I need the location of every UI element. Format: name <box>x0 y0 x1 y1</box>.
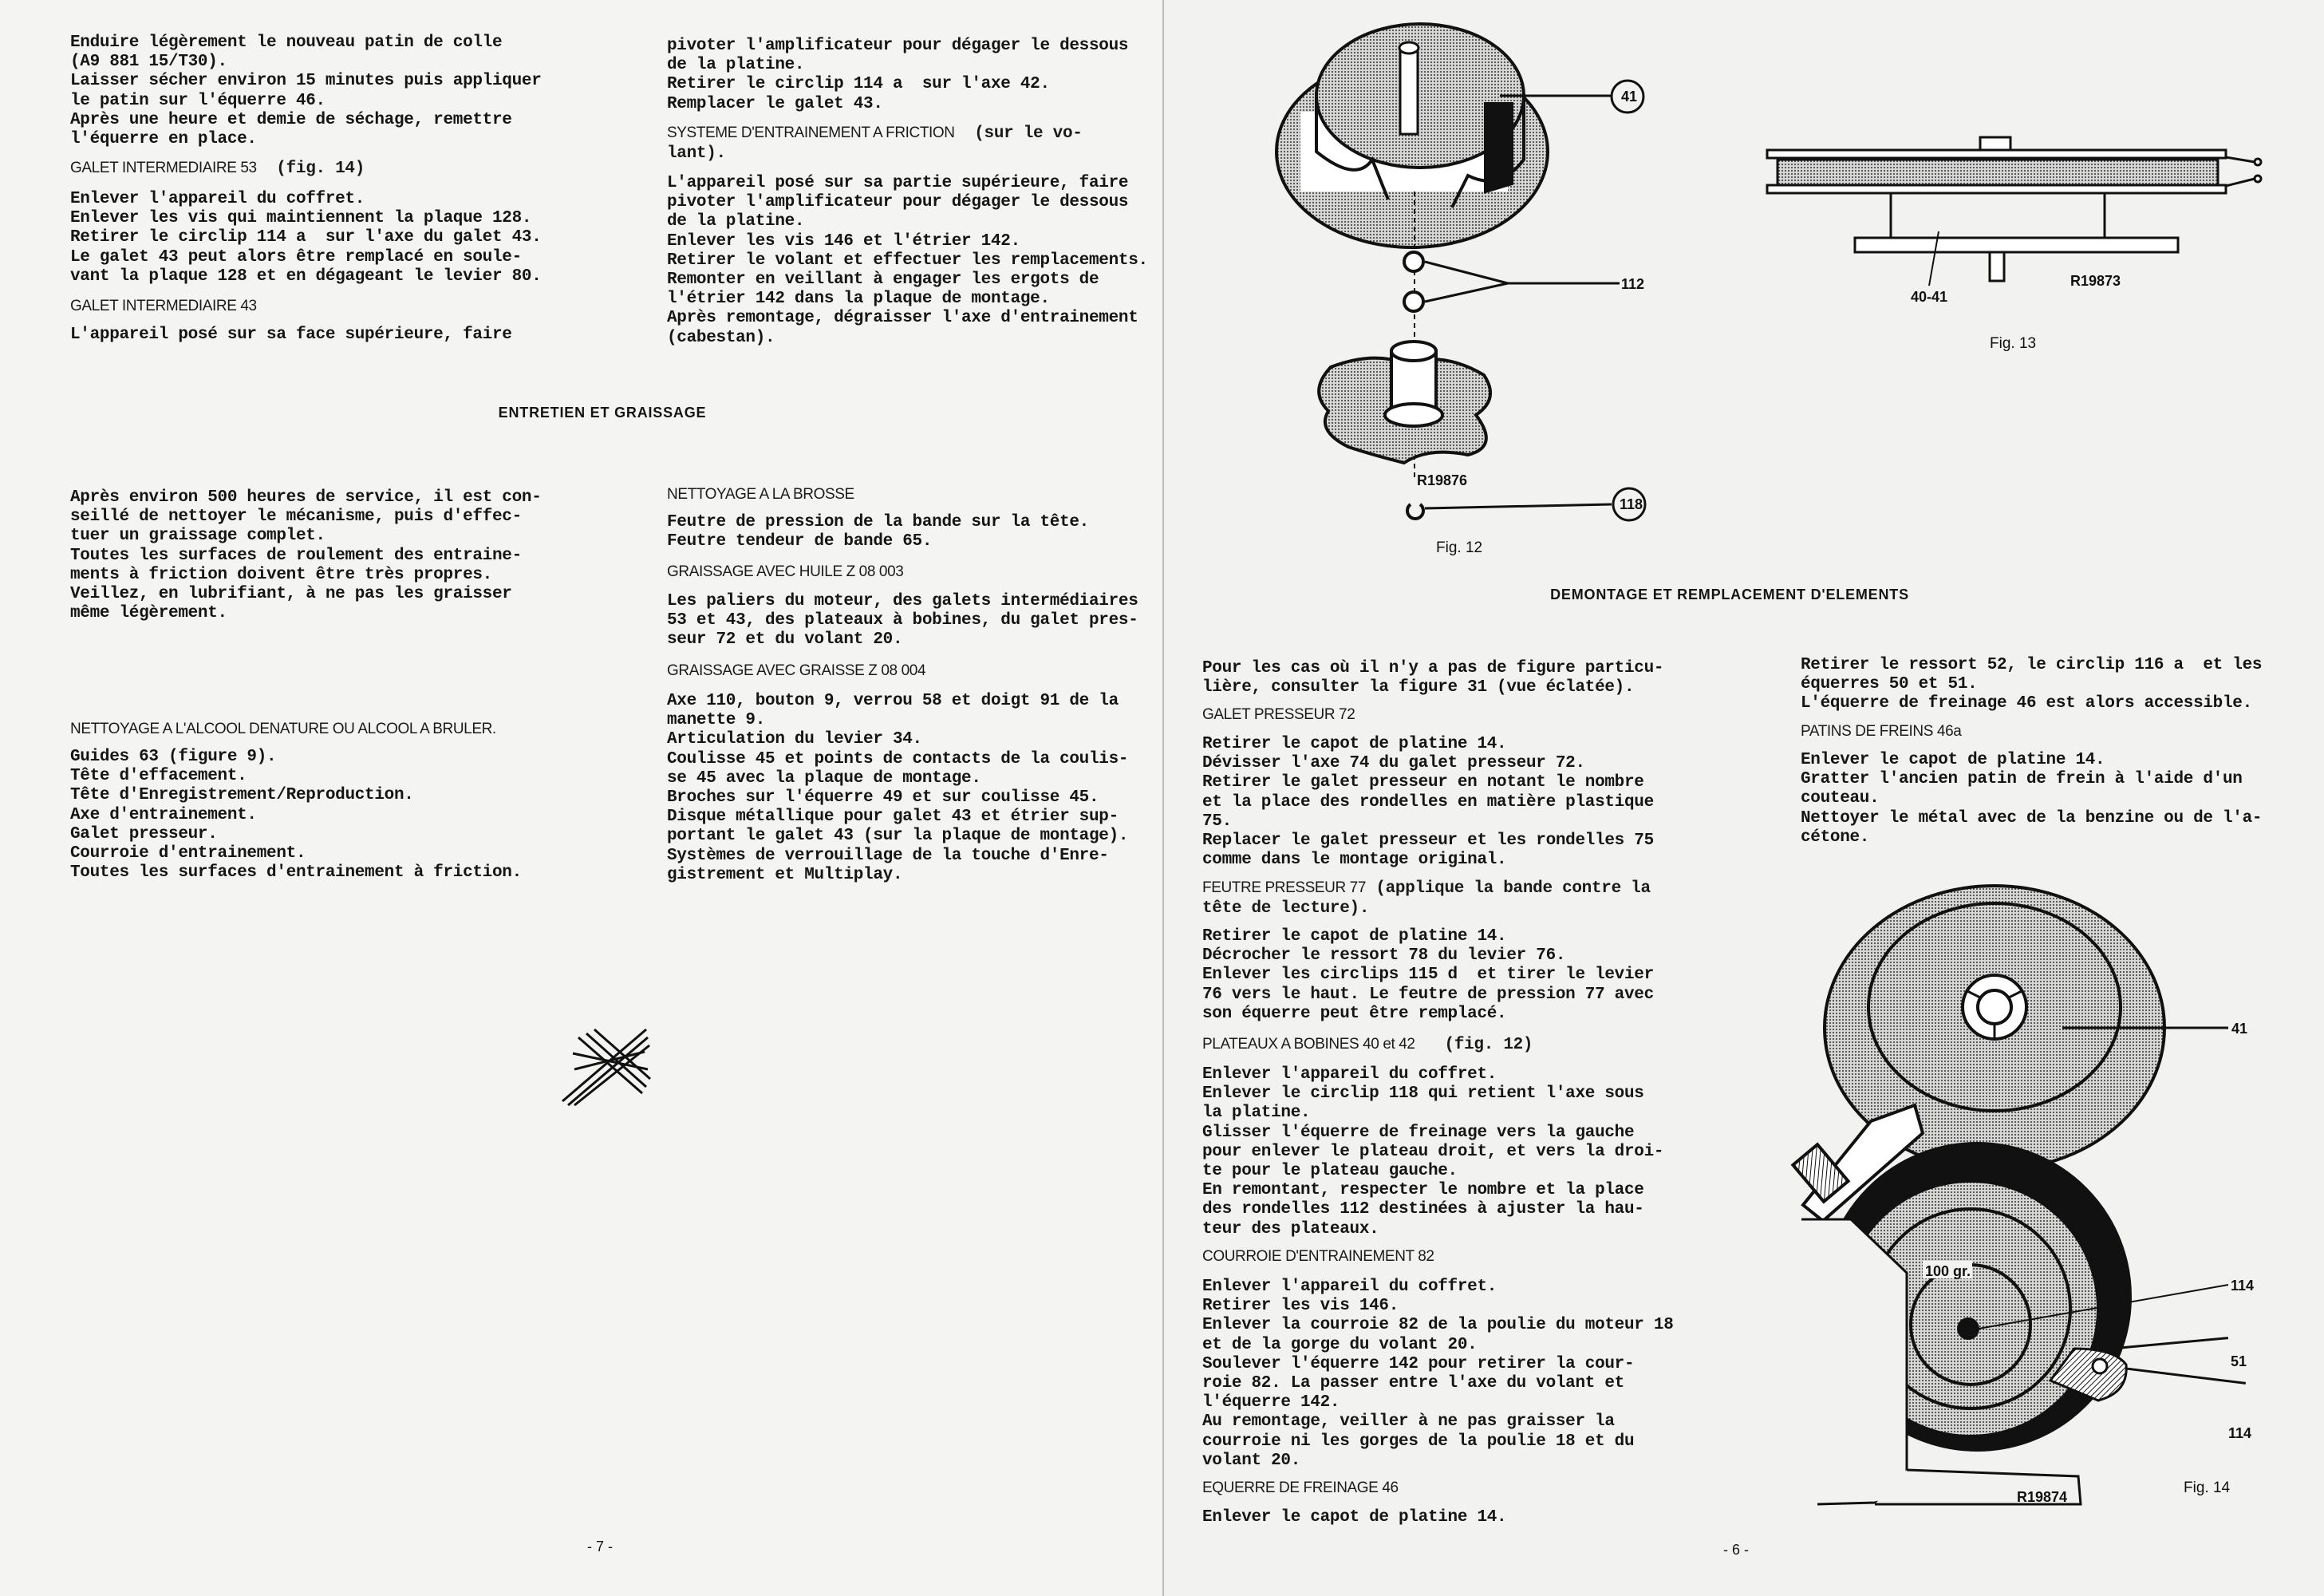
fig-13-ref: R19873 <box>2070 273 2121 289</box>
galet-43-text: L'appareil posé sur sa face supérieure, faire <box>70 326 512 344</box>
page-number-right: - 6 - <box>1723 1542 1750 1558</box>
heading-nettoyage-alcool: NETTOYAGE A L'ALCOOL DENATURE OU ALCOOL A BRULER. <box>70 721 496 737</box>
demontage-intro-text: Pour les cas où il n'y a pas de figure particu- lière, consulter la figure 31 (vue éclatée). <box>1202 659 1664 697</box>
fig-12-exploded-reel-plate <box>1276 24 1645 520</box>
huile-text: Les paliers du moteur, des galets intermédiaires 53 et 43, des plateaux à bobines, du galet pres- seur 72 et du volant 20. <box>667 592 1138 650</box>
heading-text: SYSTEME D'ENTRAINEMENT A FRICTION <box>667 124 955 141</box>
brosse-text: Feutre de pression de la bande sur la tête. Feutre tendeur de bande 65. <box>667 513 1089 551</box>
page-number: - 7 - <box>587 1539 614 1555</box>
callout-41: 41 <box>1621 89 1638 105</box>
fig-14-brake-assembly <box>1793 886 2248 1504</box>
fig-14-callout-51: 51 <box>2231 1353 2247 1369</box>
heading-note: (applique la bande contre la tête de lecture). <box>1202 879 1651 918</box>
figure-ref: (fig. 12) <box>1415 1036 1533 1054</box>
alcool-list-text: Guides 63 (figure 9). Tête d'effacement. Tête d'Enregistrement/Reproduction. Axe d'entrainement. Galet presseur. Courroie d'entrainement. Toutes les surfaces d'entrainement à friction. <box>70 748 522 883</box>
fig-12-caption: Fig. 12 <box>1436 539 1483 556</box>
graisse-text: Axe 110, bouton 9, verrou 58 et doigt 91 de la manette 9. Articulation du levier 34. Coulisse 45 et points de contacts de la coulis- se 45 avec la plaque de montage. Broches sur l'équerre 49 et sur coulisse 45. Disque métallique pour galet 43 et étrier sup- portant le galet 43 (sur la plaque de montage). Systèmes de verrouillage de la touche d'Enre- gistrement et Multiplay. <box>667 692 1129 884</box>
fig-14-caption: Fig. 14 <box>2184 1479 2231 1496</box>
heading-graissage-huile: GRAISSAGE AVEC HUILE Z 08 003 <box>667 563 904 580</box>
heading-feutre-presseur-77 <box>1202 879 1651 918</box>
plateaux-text: Enlever l'appareil du coffret. Enlever le circlip 118 qui retient l'axe sous la platine. Glisser l'équerre de freinage vers la gauche pour enlever le plateau droit, et vers la droi- te pour le plateau gauche. En remontant, respecter le nombre et la place des rondelles 112 destinées à ajuster la hau- teur des plateaux. <box>1202 1065 1664 1238</box>
fig-14-callout-41: 41 <box>2231 1021 2248 1037</box>
figure-ref: (fig. 14) <box>256 160 365 178</box>
heading-text: FEUTRE PRESSEUR 77 <box>1202 879 1367 896</box>
friction-text: L'appareil posé sur sa partie supérieure, faire pivoter l'amplificateur pour dégager le dessous de la platine. Enlever les vis 146 et l'étrier 142. Retirer le volant et effectuer les remplacements. Remonter en veillant à engager les ergots de l'étrier 142 dans la plaque de montage. Après remontage, dégraisser l'axe d'entrainement (cabestan). <box>667 174 1148 347</box>
callout-112: 112 <box>1621 276 1645 292</box>
heading-equerre-freinage-46: EQUERRE DE FREINAGE 46 <box>1202 1479 1399 1496</box>
heading-galet-intermediaire-43: GALET INTERMEDIAIRE 43 <box>70 298 257 314</box>
callout-118: 118 <box>1620 496 1643 512</box>
patins-text: Enlever le capot de platine 14. Gratter l'ancien patin de frein à l'aide d'un couteau. Nettoyer le métal avec de la benzine ou de l'a- cétone. <box>1801 751 2263 847</box>
courroie-text: Enlever l'appareil du coffret. Retirer les vis 146. Enlever la courroie 82 de la poulie du moteur 18 et de la gorge du volant 20. Soulever l'équerre 142 pour retirer la cour- roie 82. La passer entre l'axe du volant et l'équerre 142. Au remontage, veiller à ne pas graisser la courroie ni les gorges de la poulie 18 et du volant 20. <box>1202 1278 1674 1470</box>
equerre-continued-text: Retirer le ressort 52, le circlip 116 a et les équerres 50 et 51. L'équerre de freinage 46 est alors accessible. <box>1801 656 2263 713</box>
galet-53-text: Enlever l'appareil du coffret. Enlever les vis qui maintiennent la plaque 128. Retirer le circlip 114 a sur l'axe du galet 43. Le galet 43 peut alors être remplacé en soule- vant la plaque 128 et en dégageant le levier 80. <box>70 190 542 286</box>
heading-galet-presseur-72: GALET PRESSEUR 72 <box>1202 706 1355 723</box>
feutre-presseur-text: Retirer le capot de platine 14. Décrocher le ressort 78 du levier 76. Enlever les circlips 115 d et tirer le levier 76 vers le haut. Le feutre de pression 77 avec son équerre peut être remplacé. <box>1202 927 1654 1023</box>
fig-14-callout-114-lower: 114 <box>2228 1425 2252 1441</box>
equerre-text: Enlever le capot de platine 14. <box>1202 1508 1507 1527</box>
section-title-entretien: ENTRETIEN ET GRAISSAGE <box>498 405 707 421</box>
heading-text: PLATEAUX A BOBINES 40 et 42 <box>1202 1036 1415 1053</box>
fig-14-ref: R19874 <box>2017 1489 2068 1505</box>
galet-43-continued-text: pivoter l'amplificateur pour dégager le dessous de la platine. Retirer le circlip 114 a sur l'axe 42. Remplacer le galet 43. <box>667 37 1129 113</box>
fig-14-weight-label: 100 gr. <box>1925 1263 1971 1279</box>
heading-note: (sur le vo- lant). <box>667 124 1083 164</box>
fig-13-callout: 40-41 <box>1911 289 1948 305</box>
fig-14-callout-114-upper: 114 <box>2231 1278 2255 1294</box>
heading-graissage-graisse: GRAISSAGE AVEC GRAISSE Z 08 004 <box>667 662 926 679</box>
galet-presseur-text: Retirer le capot de platine 14. Dévisser l'axe 74 du galet presseur 72. Retirer le galet presseur en notant le nombre et la place des rondelles en matière plastique 75. Replacer le galet presseur et les rondelles 75 comme dans le montage original. <box>1202 735 1654 870</box>
fig-13-reel-plate-side-view <box>1767 137 2261 286</box>
heading-text: GALET INTERMEDIAIRE 53 <box>70 160 257 176</box>
fig-12-ref: R19876 <box>1417 472 1468 488</box>
maintenance-intro-text: Après environ 500 heures de service, il est con- seillé de nettoyer le mécanisme, puis d'effec- tuer un graissage complet. Toutes les surfaces de roulement des entraine- ments à friction doivent être très propres. Veillez, en lubrifiant, à ne pas les graisser même légèrement. <box>70 488 542 623</box>
heading-plateaux-bobines <box>1202 1035 1533 1055</box>
section-title-demontage: DEMONTAGE ET REMPLACEMENT D'ELEMENTS <box>1550 587 1909 602</box>
heading-patins-freins: PATINS DE FREINS 46a <box>1801 723 1962 740</box>
heading-courroie-82: COURROIE D'ENTRAINEMENT 82 <box>1202 1248 1434 1265</box>
fig-13-caption: Fig. 13 <box>1990 335 2037 352</box>
intro-colle-text: Enduire légèrement le nouveau patin de colle (A9 881 15/T30). Laisser sécher environ 15 minutes puis appliquer le patin sur l'équerre 46. Après une heure et demie de séchage, remettre l'équerre en place. <box>70 34 542 149</box>
heading-nettoyage-brosse: NETTOYAGE A LA BROSSE <box>667 486 854 503</box>
